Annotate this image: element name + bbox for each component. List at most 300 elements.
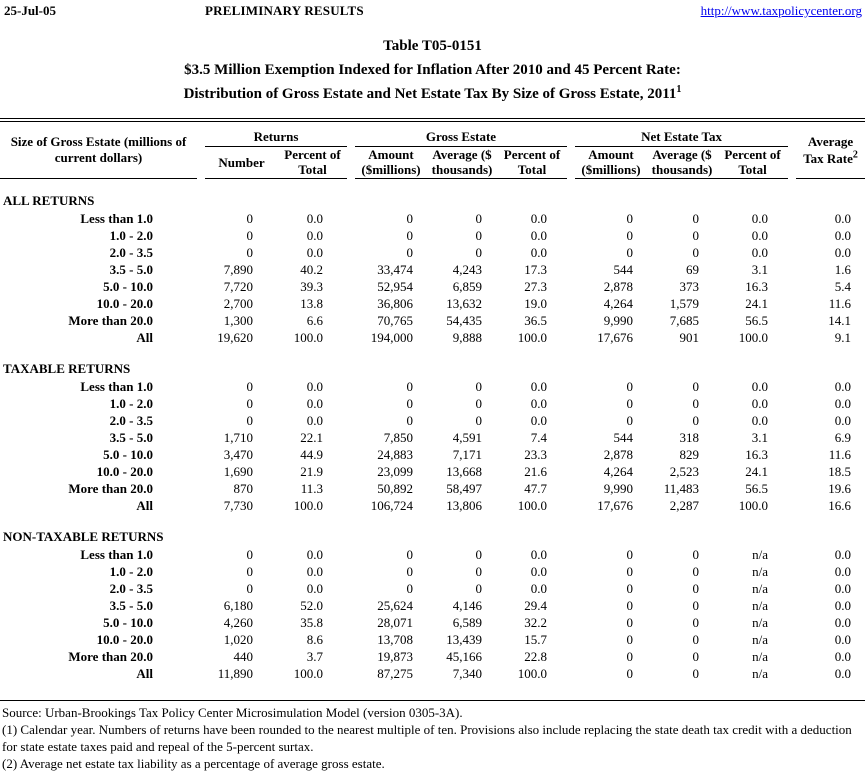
cell-value: 0 xyxy=(475,547,482,562)
cell-value: 0.0 xyxy=(751,413,769,428)
table-row xyxy=(0,429,865,446)
cell-value: 2,700 xyxy=(223,296,253,311)
table-row xyxy=(0,614,865,631)
table-row xyxy=(0,546,865,563)
cell-value: 100.0 xyxy=(738,498,769,513)
cell-spacer xyxy=(567,463,575,480)
table-row xyxy=(0,463,865,480)
cell-value: 19.0 xyxy=(524,296,548,311)
cell-value: 45,166 xyxy=(446,649,482,664)
cell-spacer xyxy=(788,648,796,665)
cell-value: 16.3 xyxy=(745,447,769,462)
cell-value: 1,300 xyxy=(223,313,253,328)
cell-value: 0.0 xyxy=(306,228,323,243)
cell-spacer xyxy=(567,631,575,648)
column-header-average-tax-rate xyxy=(796,120,865,178)
cell-value: n/a xyxy=(752,632,769,647)
row-label: 2.0 - 3.5 xyxy=(109,245,153,260)
cell-value: 4,146 xyxy=(452,598,482,613)
cell-value: 50,892 xyxy=(377,481,413,496)
cell-value: 7,685 xyxy=(669,313,700,328)
cell-value: 0 xyxy=(626,581,634,596)
cell-value: n/a xyxy=(752,615,769,630)
cell-value: 0 xyxy=(475,379,482,394)
subheader-line: Amount xyxy=(368,147,414,162)
cell-value: 56.5 xyxy=(745,313,769,328)
avg-tax-rate-line2-text: Tax Rate xyxy=(803,150,853,166)
table-row xyxy=(0,446,865,463)
table-row xyxy=(0,261,865,278)
cell-value: 0 xyxy=(246,396,253,411)
cell-value: 0 xyxy=(626,598,634,613)
section-gap xyxy=(0,514,865,528)
subheader-line: Amount xyxy=(588,147,634,162)
cell-value: 1.6 xyxy=(834,262,852,277)
cell-spacer xyxy=(567,312,575,329)
row-label: 2.0 - 3.5 xyxy=(109,413,153,428)
cell-spacer xyxy=(197,429,205,446)
cell-value: 0 xyxy=(406,413,413,428)
cell-spacer xyxy=(347,210,355,227)
cell-value: 0.0 xyxy=(306,413,323,428)
cell-value: 0 xyxy=(692,547,700,562)
cell-value: 870 xyxy=(233,481,253,496)
cell-value: 0 xyxy=(626,615,634,630)
cell-spacer xyxy=(567,648,575,665)
cell-value: 9,990 xyxy=(603,313,634,328)
row-label: All xyxy=(136,498,153,513)
cell-spacer xyxy=(347,244,355,261)
table-row xyxy=(0,580,865,597)
row-label: 1.0 - 2.0 xyxy=(109,564,153,579)
cell-spacer xyxy=(347,312,355,329)
cell-value: 0.0 xyxy=(530,564,548,579)
title-subtitle-2 xyxy=(0,82,865,106)
cell-spacer xyxy=(347,446,355,463)
cell-value: 11,890 xyxy=(217,666,253,681)
cell-value: 0 xyxy=(246,581,253,596)
cell-value: 25,624 xyxy=(377,598,413,613)
cell-value: 544 xyxy=(613,262,634,277)
cell-value: 4,264 xyxy=(603,296,634,311)
cell-value: 7,890 xyxy=(223,262,253,277)
subheader-line: Total xyxy=(738,162,767,177)
title-block xyxy=(0,34,865,106)
cell-value: 0 xyxy=(475,245,482,260)
cell-spacer xyxy=(567,227,575,244)
cell-spacer xyxy=(567,395,575,412)
row-label: 1.0 - 2.0 xyxy=(109,228,153,243)
cell-spacer xyxy=(788,597,796,614)
cell-spacer xyxy=(197,463,205,480)
cell-value: 13.8 xyxy=(300,296,323,311)
cell-value: 0 xyxy=(406,228,413,243)
cell-spacer xyxy=(788,497,796,514)
cell-value: 19,873 xyxy=(377,649,413,664)
cell-value: 6,589 xyxy=(452,615,482,630)
cell-spacer xyxy=(347,429,355,446)
cell-value: 1,020 xyxy=(223,632,253,647)
cell-value: 13,668 xyxy=(446,464,482,479)
cell-spacer xyxy=(567,497,575,514)
cell-value: 0.0 xyxy=(834,547,852,562)
column-header-net-amount xyxy=(575,146,647,178)
cell-value: 52.0 xyxy=(300,598,323,613)
cell-spacer xyxy=(347,546,355,563)
table-row xyxy=(0,412,865,429)
cell-value: 3,470 xyxy=(223,447,253,462)
cell-value: 19.6 xyxy=(828,481,852,496)
cell-value: 0.0 xyxy=(834,245,852,260)
cell-value: 5.4 xyxy=(834,279,852,294)
cell-spacer xyxy=(347,395,355,412)
cell-spacer xyxy=(347,497,355,514)
cell-value: 8.6 xyxy=(306,632,323,647)
subheader-line: ($millions) xyxy=(581,162,641,177)
section-header-row xyxy=(0,360,865,378)
cell-spacer xyxy=(197,563,205,580)
cell-spacer xyxy=(197,631,205,648)
row-label: Less than 1.0 xyxy=(80,379,153,394)
cell-spacer xyxy=(567,329,575,346)
cell-spacer xyxy=(197,665,205,682)
cell-value: 4,591 xyxy=(452,430,482,445)
cell-value: 2,523 xyxy=(669,464,700,479)
cell-value: 3.7 xyxy=(306,649,323,664)
cell-value: 17,676 xyxy=(597,498,634,513)
cell-value: 4,243 xyxy=(452,262,482,277)
cell-value: 0 xyxy=(626,396,634,411)
cell-spacer xyxy=(197,295,205,312)
table-row xyxy=(0,665,865,682)
cell-value: 0.0 xyxy=(834,396,852,411)
cell-value: 2,878 xyxy=(603,279,634,294)
cell-spacer xyxy=(567,210,575,227)
title-subtitle-1: $3.5 Million Exemption Indexed for Inflation After 2010 and 45 Percent Rate: xyxy=(184,62,681,78)
cell-value: 0.0 xyxy=(530,245,548,260)
cell-spacer xyxy=(197,648,205,665)
cell-value: 0.0 xyxy=(530,211,548,226)
cell-spacer xyxy=(197,210,205,227)
cell-spacer xyxy=(788,261,796,278)
cell-value: 36,806 xyxy=(377,296,413,311)
cell-spacer xyxy=(197,395,205,412)
cell-value: 0 xyxy=(692,615,700,630)
cell-spacer xyxy=(788,429,796,446)
subheader-line: Total xyxy=(517,162,547,177)
section-label: NON-TAXABLE RETURNS xyxy=(3,529,164,544)
cell-value: 0 xyxy=(626,547,634,562)
cell-value: 39.3 xyxy=(300,279,323,294)
column-header-returns-number xyxy=(205,146,278,178)
cell-value: n/a xyxy=(752,598,769,613)
cell-value: 0.0 xyxy=(306,245,323,260)
title-subtitle-2-text: Distribution of Gross Estate and Net Estate Tax By Size of Gross Estate, 2011 xyxy=(183,86,677,102)
row-label: 2.0 - 3.5 xyxy=(109,581,153,596)
cell-value: 0.0 xyxy=(834,615,852,630)
cell-spacer xyxy=(567,378,575,395)
cell-value: 87,275 xyxy=(377,666,413,681)
cell-value: 13,806 xyxy=(446,498,482,513)
row-label: 3.5 - 5.0 xyxy=(109,598,153,613)
cell-spacer xyxy=(347,480,355,497)
row-label: More than 20.0 xyxy=(68,649,153,664)
cell-value: 0 xyxy=(406,564,413,579)
subheader-line: thousands) xyxy=(431,162,493,177)
cell-value: 22.1 xyxy=(300,430,323,445)
cell-value: 0.0 xyxy=(306,581,323,596)
cell-spacer xyxy=(197,278,205,295)
cell-value: n/a xyxy=(752,564,769,579)
cell-spacer xyxy=(788,312,796,329)
group-header-gross-estate: Gross Estate xyxy=(355,120,567,146)
table-row xyxy=(0,312,865,329)
cell-value: 0.0 xyxy=(834,581,852,596)
cell-spacer xyxy=(788,463,796,480)
cell-spacer xyxy=(788,378,796,395)
cell-spacer xyxy=(567,597,575,614)
cell-value: 17.3 xyxy=(524,262,548,277)
cell-value: 16.3 xyxy=(745,279,769,294)
table-row xyxy=(0,210,865,227)
cell-value: 0 xyxy=(626,211,634,226)
cell-value: 0.0 xyxy=(751,379,769,394)
cell-value: 0 xyxy=(406,581,413,596)
cell-spacer xyxy=(347,329,355,346)
cell-value: 0.0 xyxy=(530,581,548,596)
cell-value: 69 xyxy=(686,262,700,277)
subheader-line: Average ($ xyxy=(652,147,712,162)
column-spacer xyxy=(197,120,205,178)
row-label: 5.0 - 10.0 xyxy=(103,615,153,630)
column-header-gross-percent xyxy=(497,146,567,178)
cell-spacer xyxy=(197,546,205,563)
cell-value: 0 xyxy=(406,547,413,562)
cell-value: 1,690 xyxy=(223,464,253,479)
cell-value: 829 xyxy=(679,447,700,462)
cell-value: 0.0 xyxy=(530,396,548,411)
page-header xyxy=(0,0,865,20)
cell-spacer xyxy=(567,665,575,682)
column-header-gross-average xyxy=(427,146,497,178)
cell-value: 0 xyxy=(692,379,700,394)
cell-spacer xyxy=(567,546,575,563)
section-header-row xyxy=(0,192,865,210)
cell-value: 100.0 xyxy=(738,330,769,345)
cell-value: 0.0 xyxy=(834,649,852,664)
cell-value: 0 xyxy=(626,564,634,579)
cell-spacer xyxy=(567,412,575,429)
cell-spacer xyxy=(788,210,796,227)
cell-value: 11.6 xyxy=(828,296,852,311)
cell-spacer xyxy=(347,378,355,395)
cell-value: 24.1 xyxy=(745,464,769,479)
cell-value: 0.0 xyxy=(834,598,852,613)
preliminary-results-label: PRELIMINARY RESULTS xyxy=(205,3,364,18)
column-header-returns-percent xyxy=(278,146,347,178)
footnotes xyxy=(0,700,865,772)
cell-value: 544 xyxy=(613,430,634,445)
cell-value: 47.7 xyxy=(524,481,548,496)
column-header-size-of-gross-estate xyxy=(0,120,197,178)
row-label: 1.0 - 2.0 xyxy=(109,396,153,411)
avg-tax-rate-line1: Average xyxy=(807,133,854,149)
column-spacer xyxy=(788,120,796,178)
cell-value: 21.9 xyxy=(300,464,323,479)
taxpolicycenter-link[interactable]: http://www.taxpolicycenter.org xyxy=(700,3,862,18)
column-header-gross-amount xyxy=(355,146,427,178)
stub-header-line2: current dollars) xyxy=(54,149,143,165)
cell-value: 14.1 xyxy=(828,313,852,328)
cell-value: 0 xyxy=(626,649,634,664)
cell-value: 0.0 xyxy=(530,413,548,428)
cell-value: 1,579 xyxy=(669,296,700,311)
cell-value: 0 xyxy=(626,245,634,260)
cell-value: 0 xyxy=(406,211,413,226)
cell-value: 70,765 xyxy=(377,313,413,328)
subheader-line: Total xyxy=(298,162,327,177)
cell-value: 28,071 xyxy=(377,615,413,630)
cell-spacer xyxy=(347,631,355,648)
cell-value: 440 xyxy=(233,649,253,664)
cell-spacer xyxy=(347,597,355,614)
cell-value: 100.0 xyxy=(293,498,323,513)
cell-value: 0 xyxy=(406,396,413,411)
row-label: 3.5 - 5.0 xyxy=(109,262,153,277)
section-label: TAXABLE RETURNS xyxy=(3,361,131,376)
cell-spacer xyxy=(788,446,796,463)
cell-spacer xyxy=(788,295,796,312)
cell-value: 0.0 xyxy=(751,228,769,243)
subheader-line: thousands) xyxy=(651,162,713,177)
cell-spacer xyxy=(347,227,355,244)
column-spacer xyxy=(347,120,355,178)
cell-value: 7,730 xyxy=(223,498,253,513)
cell-spacer xyxy=(788,329,796,346)
cell-value: 0.0 xyxy=(834,632,852,647)
cell-value: 7,720 xyxy=(223,279,253,294)
footnote-2: (2) Average net estate tax liability as a percentage of average gross estate. xyxy=(2,756,385,771)
cell-value: 0 xyxy=(475,413,482,428)
cell-value: 0 xyxy=(692,396,700,411)
cell-spacer xyxy=(788,546,796,563)
cell-value: n/a xyxy=(752,581,769,596)
cell-value: n/a xyxy=(752,666,769,681)
cell-value: 40.2 xyxy=(300,262,323,277)
cell-value: 23,099 xyxy=(377,464,413,479)
cell-value: 901 xyxy=(679,330,700,345)
cell-value: 9,990 xyxy=(603,481,634,496)
cell-value: 0.0 xyxy=(834,564,852,579)
cell-value: 0.0 xyxy=(306,379,323,394)
cell-spacer xyxy=(567,446,575,463)
cell-value: 0 xyxy=(692,564,700,579)
cell-value: 0 xyxy=(246,228,253,243)
table-row xyxy=(0,395,865,412)
cell-spacer xyxy=(567,429,575,446)
row-label: 10.0 - 20.0 xyxy=(96,464,153,479)
table-row xyxy=(0,480,865,497)
section-label: ALL RETURNS xyxy=(3,193,95,208)
cell-value: 11.6 xyxy=(828,447,852,462)
cell-value: 0 xyxy=(626,228,634,243)
column-header-net-percent xyxy=(717,146,788,178)
cell-spacer xyxy=(567,614,575,631)
cell-value: 0 xyxy=(626,413,634,428)
cell-spacer xyxy=(347,261,355,278)
cell-spacer xyxy=(788,278,796,295)
cell-value: 44.9 xyxy=(300,447,323,462)
table-header xyxy=(0,120,865,178)
cell-value: 0.0 xyxy=(834,413,852,428)
cell-value: 17,676 xyxy=(597,330,634,345)
subheader-line: ($millions) xyxy=(361,162,421,177)
cell-value: 0.0 xyxy=(834,211,852,226)
subheader-line: Percent of xyxy=(724,147,781,162)
cell-spacer xyxy=(567,244,575,261)
cell-value: 35.8 xyxy=(300,615,323,630)
cell-value: 0 xyxy=(692,245,700,260)
cell-value: 4,264 xyxy=(603,464,634,479)
cell-value: 0 xyxy=(692,413,700,428)
cell-spacer xyxy=(788,631,796,648)
cell-spacer xyxy=(347,295,355,312)
cell-value: 6,180 xyxy=(223,598,253,613)
table-row xyxy=(0,648,865,665)
cell-spacer xyxy=(197,446,205,463)
cell-value: 0 xyxy=(626,666,634,681)
subheader-line: Percent of xyxy=(284,147,341,162)
row-label: All xyxy=(136,330,153,345)
cell-value: 0.0 xyxy=(751,396,769,411)
cell-spacer xyxy=(347,665,355,682)
cell-value: 13,708 xyxy=(377,632,413,647)
table-row xyxy=(0,597,865,614)
row-label: 10.0 - 20.0 xyxy=(96,296,153,311)
cell-value: 0 xyxy=(692,581,700,596)
cell-value: 9.1 xyxy=(834,330,852,345)
table-row xyxy=(0,244,865,261)
row-label: 5.0 - 10.0 xyxy=(103,447,153,462)
cell-spacer xyxy=(197,378,205,395)
cell-value: 6,859 xyxy=(452,279,482,294)
cell-value: 6.6 xyxy=(306,313,323,328)
section-header-row xyxy=(0,528,865,546)
cell-value: 0 xyxy=(692,632,700,647)
cell-value: 0 xyxy=(692,598,700,613)
cell-value: 0.0 xyxy=(530,379,548,394)
cell-value: 0.0 xyxy=(306,547,323,562)
row-label: All xyxy=(136,666,153,681)
table-body xyxy=(0,178,865,682)
cell-spacer xyxy=(788,614,796,631)
cell-spacer xyxy=(197,244,205,261)
cell-spacer xyxy=(788,665,796,682)
cell-value: 0 xyxy=(246,564,253,579)
cell-spacer xyxy=(347,580,355,597)
cell-value: 0.0 xyxy=(306,396,323,411)
cell-spacer xyxy=(567,563,575,580)
cell-value: 7,171 xyxy=(452,447,482,462)
table-row xyxy=(0,329,865,346)
cell-value: 58,497 xyxy=(446,481,482,496)
cell-value: 3.1 xyxy=(751,262,769,277)
cell-spacer xyxy=(567,278,575,295)
cell-value: 29.4 xyxy=(524,598,548,613)
cell-spacer xyxy=(788,580,796,597)
cell-value: 32.2 xyxy=(524,615,548,630)
section-gap xyxy=(0,346,865,360)
